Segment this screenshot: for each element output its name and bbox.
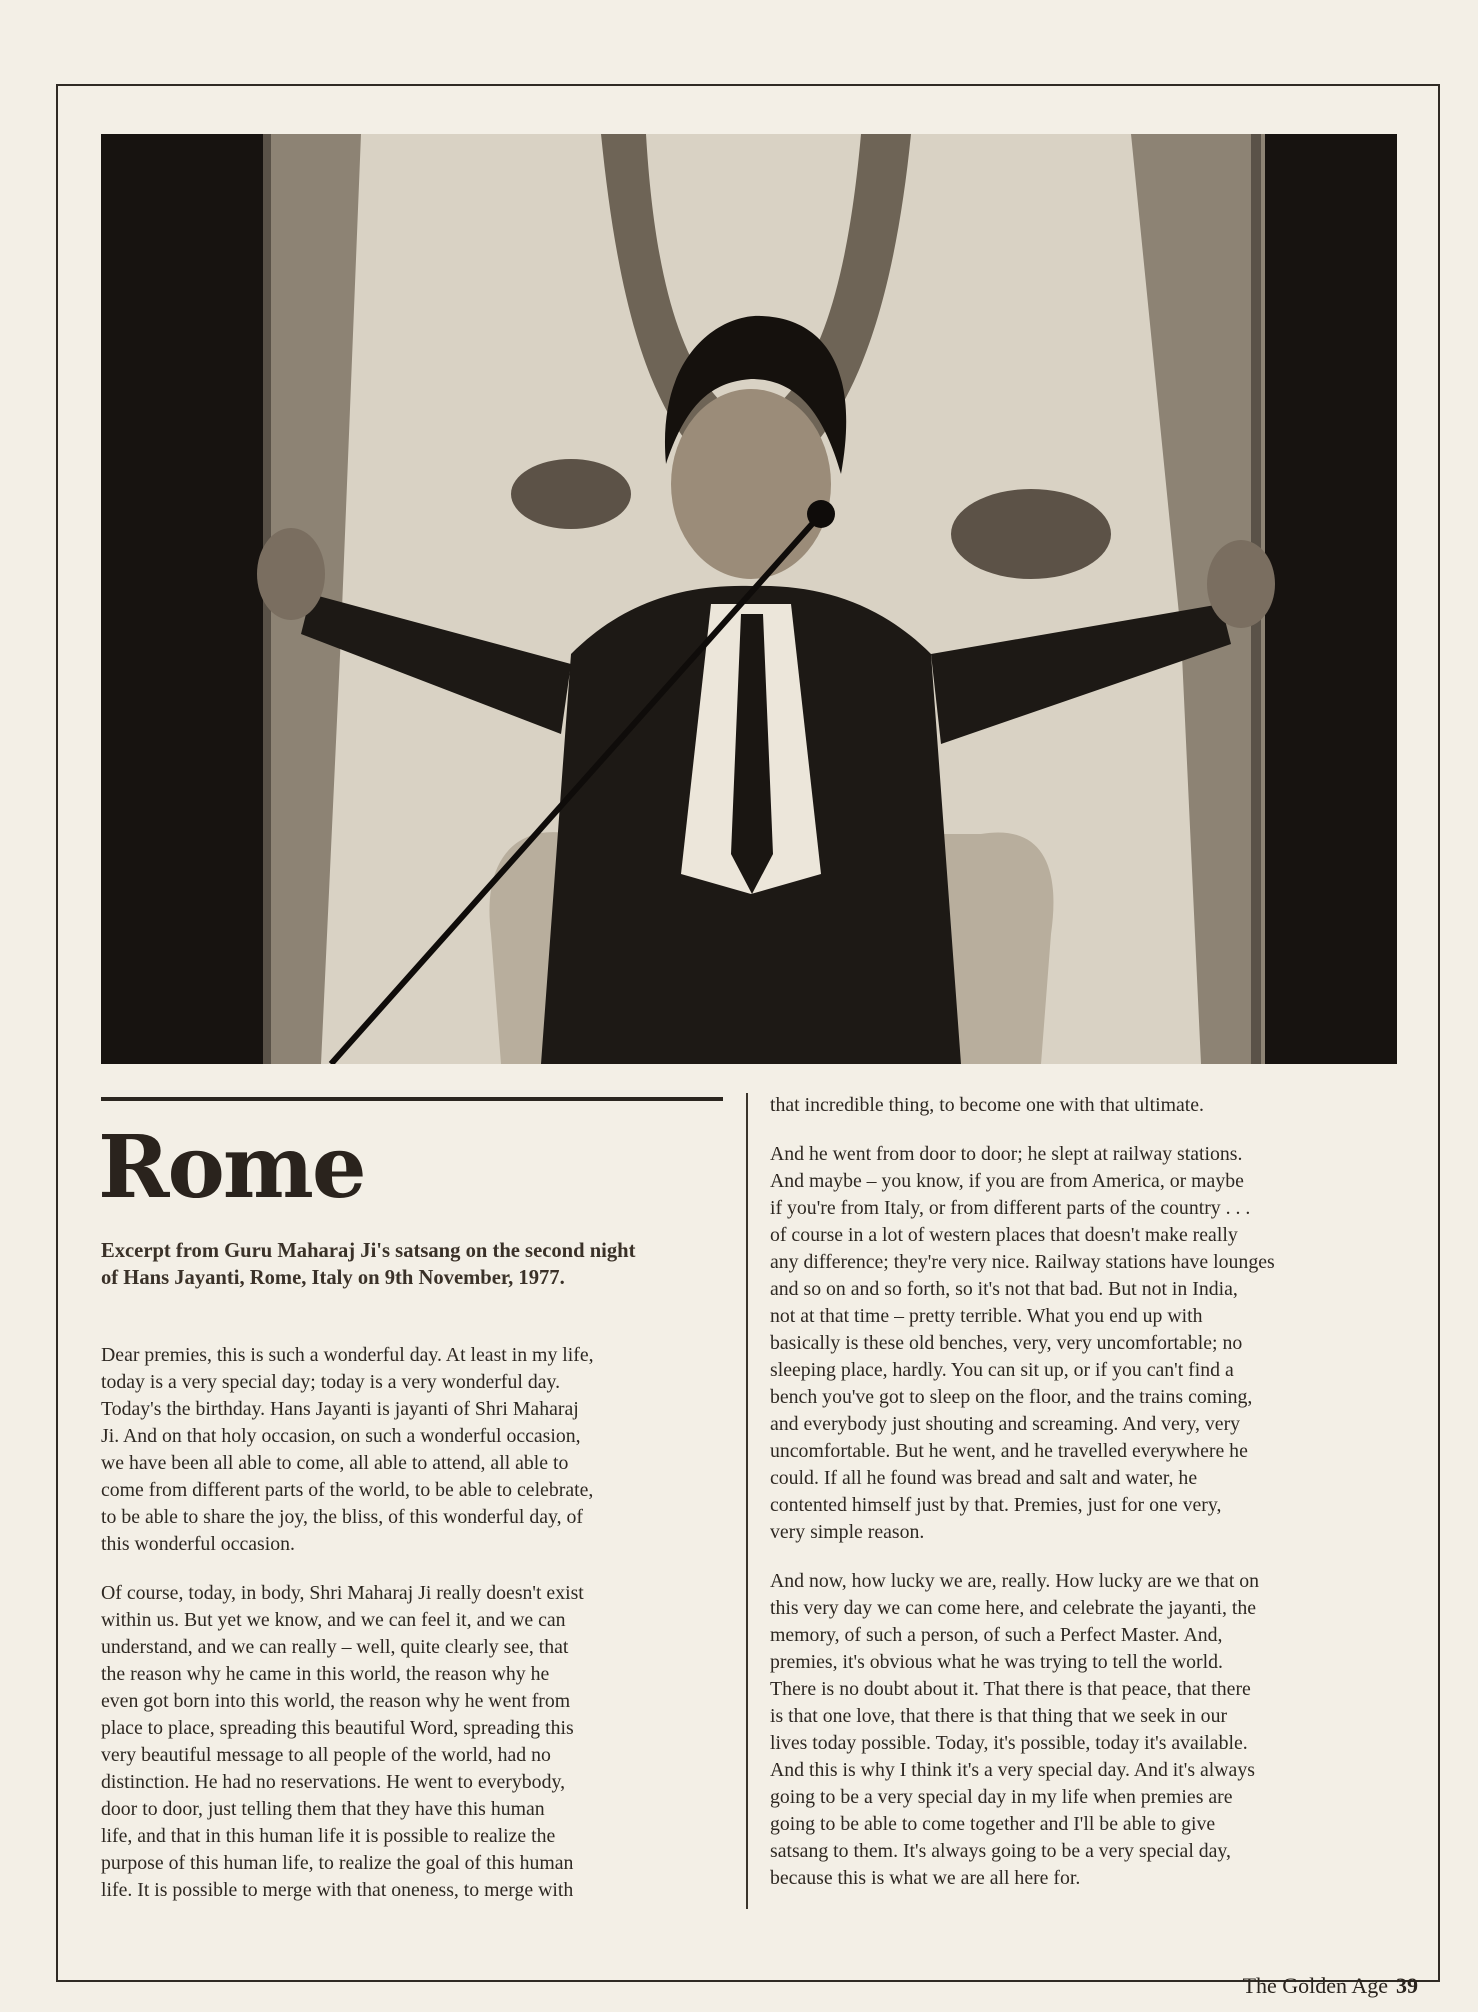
magazine-name: The Golden Age: [1242, 1973, 1388, 1998]
text-line: this wonderful occasion.: [101, 1533, 295, 1555]
text-line: sleeping place, hardly. You can sit up, or if you can't find a: [770, 1359, 1234, 1381]
text-line: basically is these old benches, very, very uncomfortable; no: [770, 1332, 1243, 1354]
right-column: [770, 1092, 1410, 1892]
text-line: Ji. And on that holy occasion, on such a wonderful occasion,: [101, 1425, 581, 1447]
text-line: Dear premies, this is such a wonderful day. At least in my life,: [101, 1344, 594, 1366]
text-line: There is no doubt about it. That there is that peace, that there: [770, 1678, 1251, 1700]
text-line: life, and that in this human life it is possible to realize the: [101, 1825, 556, 1847]
text-line: even got born into this world, the reason why he went from: [101, 1690, 571, 1712]
article-paragraph: [770, 1092, 1410, 1119]
text-line: And this is why I think it's a very special day. And it's always: [770, 1759, 1255, 1781]
text-line: this very day we can come here, and celebrate the jayanti, the: [770, 1597, 1257, 1619]
text-line: if you're from Italy, or from different parts of the country . . .: [770, 1197, 1251, 1219]
text-line: door to door, just telling them that they have this human: [101, 1798, 545, 1820]
text-line: going to be a very special day in my life when premies are: [770, 1786, 1233, 1808]
column-divider: [746, 1093, 748, 1909]
text-line: understand, and we can really – well, quite clearly see, that: [101, 1636, 569, 1658]
article-excerpt: [101, 1238, 731, 1292]
text-line: Of course, today, in body, Shri Maharaj Ji really doesn't exist: [101, 1582, 584, 1604]
text-line: very beautiful message to all people of the world, had no: [101, 1744, 551, 1766]
excerpt-line: of Hans Jayanti, Rome, Italy on 9th November, 1977.: [101, 1267, 565, 1289]
text-line: come from different parts of the world, to be able to celebrate,: [101, 1479, 594, 1501]
text-line: lives today possible. Today, it's possible, today it's available.: [770, 1732, 1248, 1754]
article-title: Rome: [98, 1117, 365, 1218]
text-line: satsang to them. It's always going to be a very special day,: [770, 1840, 1231, 1862]
text-line: today is a very special day; today is a very wonderful day.: [101, 1371, 561, 1393]
text-line: contented himself just by that. Premies, just for one very,: [770, 1494, 1222, 1516]
text-line: premies, it's obvious what he was trying to tell the world.: [770, 1651, 1223, 1673]
text-line: because this is what we are all here for.: [770, 1867, 1081, 1889]
speaker-photo: [101, 134, 1397, 1064]
title-rule: [101, 1097, 723, 1101]
text-line: bench you've got to sleep on the floor, and the trains coming,: [770, 1386, 1253, 1408]
text-line: very simple reason.: [770, 1521, 925, 1543]
text-line: distinction. He had no reservations. He went to everybody,: [101, 1771, 566, 1793]
text-line: And maybe – you know, if you are from America, or maybe: [770, 1170, 1244, 1192]
article-paragraph: [101, 1342, 731, 1558]
text-line: not at that time – pretty terrible. What you end up with: [770, 1305, 1203, 1327]
text-line: and everybody just shouting and screaming. And very, very: [770, 1413, 1241, 1435]
text-line: the reason why he came in this world, the reason why he: [101, 1663, 550, 1685]
text-line: that incredible thing, to become one with that ultimate.: [770, 1094, 1204, 1116]
text-line: going to be able to come together and I'll be able to give: [770, 1813, 1216, 1835]
text-line: is that one love, that there is that thing that we seek in our: [770, 1705, 1228, 1727]
text-line: life. It is possible to merge with that oneness, to merge with: [101, 1879, 574, 1901]
text-line: any difference; they're very nice. Railway stations have lounges: [770, 1251, 1275, 1273]
text-line: Today's the birthday. Hans Jayanti is jayanti of Shri Maharaj: [101, 1398, 579, 1420]
page-footer: [1243, 1972, 1418, 2000]
text-line: and so on and so forth, so it's not that bad. But not in India,: [770, 1278, 1238, 1300]
text-line: of course in a lot of western places that doesn't make really: [770, 1224, 1238, 1246]
article-paragraph: [770, 1141, 1410, 1546]
excerpt-line: Excerpt from Guru Maharaj Ji's satsang on the second night: [101, 1240, 636, 1262]
text-line: within us. But yet we know, and we can feel it, and we can: [101, 1609, 566, 1631]
text-line: uncomfortable. But he went, and he travelled everywhere he: [770, 1440, 1248, 1462]
article-paragraph: [770, 1568, 1410, 1892]
text-line: memory, of such a person, of such a Perfect Master. And,: [770, 1624, 1223, 1646]
article-paragraph: [101, 1580, 731, 1904]
speaker-photo-illustration: [101, 134, 1397, 1064]
text-line: could. If all he found was bread and salt and water, he: [770, 1467, 1198, 1489]
text-line: purpose of this human life, to realize the goal of this human: [101, 1852, 574, 1874]
text-line: to be able to share the joy, the bliss, of this wonderful day, of: [101, 1506, 583, 1528]
text-line: place to place, spreading this beautiful Word, spreading this: [101, 1717, 574, 1739]
text-line: we have been all able to come, all able to attend, all able to: [101, 1452, 569, 1474]
page-number: 39: [1396, 1973, 1418, 1998]
text-line: And he went from door to door; he slept at railway stations.: [770, 1143, 1243, 1165]
left-column: [101, 1342, 731, 1904]
text-line: And now, how lucky we are, really. How lucky are we that on: [770, 1570, 1260, 1592]
